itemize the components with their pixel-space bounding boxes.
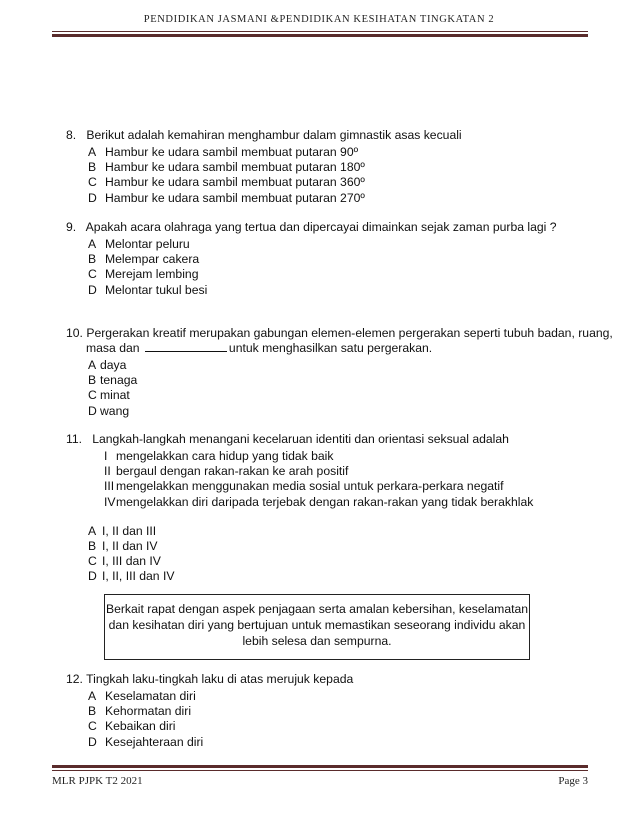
question-number: 9. [66, 220, 77, 234]
info-box-line-1: Berkait rapat dengan aspek penjagaan serta amalan kebersihan, keselamatan [105, 602, 529, 616]
option-b: B I, II dan IV [88, 539, 158, 554]
question-11 [66, 432, 533, 585]
question-8 [66, 128, 462, 206]
option-a: A daya [88, 358, 127, 372]
footer-rule-thick [52, 765, 588, 768]
question-9 [66, 220, 557, 298]
question-10: 10. Pergerakan kreatif merupakan gabungan elemen-elemen pergerakan seperti tubuh badan, ruang, masa dan untuk menghasilkan satu pergerakan. A daya B tenaga C minat D wang [66, 326, 613, 418]
header-rule-thick [52, 34, 588, 37]
question-text: Apakah acara olahraga yang tertua dan dipercayai dimainkan sejak zaman purba lagi ? [85, 220, 557, 234]
info-box [104, 594, 530, 660]
statement-iii: III mengelakkan menggunakan media sosial untuk perkara-perkara negatif [104, 479, 504, 494]
option-d: D wang [88, 403, 130, 418]
option-a: A Keselamatan diri [88, 689, 196, 703]
option-c: C I, III dan IV [88, 554, 161, 569]
header-rule-thin [52, 31, 588, 32]
page-header: PENDIDIKAN JASMANI &PENDIDIKAN KESIHATAN TINGKATAN 2 [143, 14, 495, 25]
option-d: D Kesejahteraan diri [88, 734, 204, 749]
option-a: A I, II dan III [88, 523, 157, 538]
option-d: D Hambur ke udara sambil membuat putaran 270º [88, 190, 365, 205]
answer-blank [145, 341, 227, 352]
question-text: Berikut adalah kemahiran menghambur dalam gimnastik asas kecuali [86, 128, 462, 142]
statement-ii: II bergaul dengan rakan-rakan ke arah positif [104, 464, 349, 479]
option-c: C Hambur ke udara sambil membuat putaran 360º [88, 175, 365, 190]
question-12 [66, 672, 353, 750]
option-c: C minat [88, 388, 130, 403]
question-number: 11. [66, 432, 83, 446]
option-c: C Kebaikan diri [88, 719, 176, 734]
statement-iv: IVmengelakkan diri daripada terjebak dengan rakan-rakan yang tidak berakhlak [104, 494, 534, 509]
question-text: Tingkah laku-tingkah laku di atas merujuk kepada [86, 672, 354, 686]
info-box-line-2: dan kesihatan diri yang bertujuan untuk memastikan seseorang individu akan [108, 618, 526, 632]
option-d: D Melontar tukul besi [88, 282, 208, 297]
question-number: 10. [66, 326, 83, 340]
option-b: B Kehormatan diri [88, 704, 192, 719]
question-number: 8. [66, 128, 77, 142]
option-c: C Merejam lembing [88, 267, 199, 282]
option-b: B Melempar cakera [88, 252, 200, 267]
option-a: A Melontar peluru [88, 237, 190, 251]
footer-page-number: Page 3 [558, 775, 588, 787]
footer-rule-thin [52, 770, 588, 771]
question-number: 12. [66, 672, 83, 686]
question-text: Pergerakan kreatif merupakan gabungan elemen-elemen pergerakan seperti tubuh badan, ruang, [86, 326, 613, 340]
option-b: B tenaga [88, 373, 138, 388]
option-d: D I, II, III dan IV [88, 569, 175, 584]
footer-doc-code: MLR PJPK T2 2021 [52, 775, 143, 787]
statement-i: I mengelakkan cara hidup yang tidak baik [104, 449, 334, 463]
info-box-line-3: lebih selesa dan sempurna. [242, 634, 392, 648]
question-text: Langkah-langkah menangani kecelaruan identiti dan orientasi seksual adalah [92, 432, 509, 446]
option-a: A Hambur ke udara sambil membuat putaran 90º [88, 145, 359, 159]
option-b: B Hambur ke udara sambil membuat putaran 180º [88, 160, 365, 175]
